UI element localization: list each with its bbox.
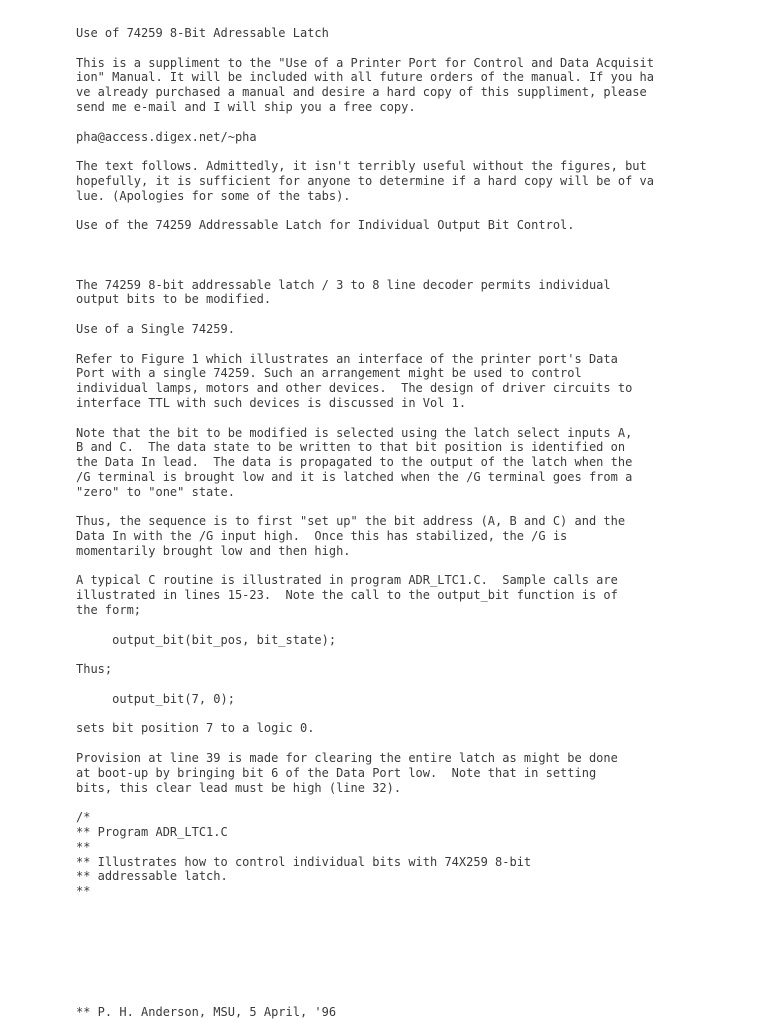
routine-line: the form; (76, 603, 142, 618)
call-example-code: output_bit(7, 0); (76, 691, 235, 706)
sets-bit-line: sets bit position 7 to a logic 0. (76, 721, 315, 736)
overview-paragraph (76, 278, 756, 308)
routine-paragraph (76, 573, 756, 617)
routine-line: A typical C routine is illustrated in program ADR_LTC1.C. Sample calls are (76, 573, 618, 588)
note-line: /G terminal is brought low and it is latched when the /G terminal goes from a (76, 469, 633, 484)
code-header-line: ** Illustrates how to control individual bits with 74X259 8-bit (76, 854, 532, 869)
thus-label: Thus; (76, 662, 113, 677)
document-page (76, 26, 756, 899)
intro-paragraph (76, 56, 756, 115)
text-follows-line: The text follows. Admittedly, it isn't terribly useful without the figures, but (76, 159, 647, 174)
code-header-line: ** (76, 839, 91, 854)
sequence-line: Data In with the /G input high. Once this has stabilized, the /G is (76, 529, 568, 544)
provision-line: bits, this clear lead must be high (line 32). (76, 780, 402, 795)
routine-line: illustrated in lines 15-23. Note the call to the output_bit function is of (76, 588, 618, 603)
text-follows-line: lue. (Apologies for some of the tabs). (76, 188, 351, 203)
single-latch-heading: Use of a Single 74259. (76, 321, 235, 336)
section-title: Use of the 74259 Addressable Latch for Individual Output Bit Control. (76, 218, 575, 233)
text-follows-line: hopefully, it is sufficient for anyone to determine if a hard copy will be of va (76, 173, 654, 188)
intro-line: ve already purchased a manual and desire a hard copy of this suppliment, please (76, 85, 647, 100)
sequence-line: momentarily brought low and then high. (76, 543, 351, 558)
intro-line: ion" Manual. It will be included with all future orders of the manual. If you ha (76, 70, 654, 85)
call-form-code: output_bit(bit_pos, bit_state); (76, 632, 337, 647)
author-line: ** P. H. Anderson, MSU, 5 April, '96 (76, 1005, 337, 1019)
figure-ref-line: interface TTL with such devices is discussed in Vol 1. (76, 395, 467, 410)
code-header-block (76, 810, 756, 899)
code-header-line: ** Program ADR_LTC1.C (76, 825, 228, 840)
provision-line: at boot-up by bringing bit 6 of the Data Port low. Note that in setting (76, 765, 597, 780)
sequence-paragraph (76, 514, 756, 558)
figure-ref-line: individual lamps, motors and other devices. The design of driver circuits to (76, 381, 633, 396)
text-follows-paragraph (76, 159, 756, 203)
contact-address: pha@access.digex.net/~pha (76, 129, 257, 144)
intro-line: send me e-mail and I will ship you a free copy. (76, 99, 416, 114)
code-header-line: /* (76, 810, 91, 825)
provision-line: Provision at line 39 is made for clearing the entire latch as might be done (76, 751, 618, 766)
sequence-line: Thus, the sequence is to first "set up" the bit address (A, B and C) and the (76, 514, 626, 529)
overview-line: The 74259 8-bit addressable latch / 3 to 8 line decoder permits individual (76, 277, 611, 292)
figure-ref-paragraph (76, 352, 756, 411)
provision-paragraph (76, 751, 756, 795)
note-line: "zero" to "one" state. (76, 484, 235, 499)
intro-line: This is a suppliment to the "Use of a Printer Port for Control and Data Acquisit (76, 55, 654, 70)
note-line: the Data In lead. The data is propagated to the output of the latch when the (76, 455, 633, 470)
overview-line: output bits to be modified. (76, 292, 272, 307)
code-header-line: ** (76, 884, 91, 899)
figure-ref-line: Refer to Figure 1 which illustrates an interface of the printer port's Data (76, 351, 618, 366)
document-title: Use of 74259 8-Bit Adressable Latch (76, 26, 329, 40)
note-line: B and C. The data state to be written to that bit position is identified on (76, 440, 626, 455)
figure-ref-line: Port with a single 74259. Such an arrangement might be used to control (76, 366, 582, 381)
note-paragraph (76, 426, 756, 500)
note-line: Note that the bit to be modified is selected using the latch select inputs A, (76, 425, 633, 440)
code-header-line: ** addressable latch. (76, 869, 228, 884)
